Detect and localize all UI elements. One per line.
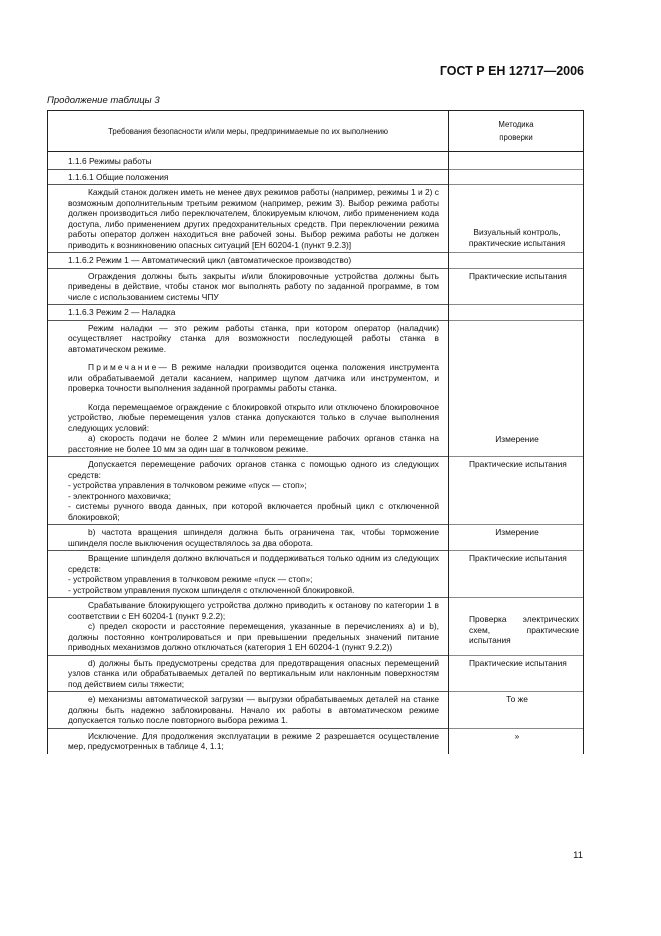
requirement-text: Вращение шпинделя должно включаться и поддерживаться только одним из следующих средств: — [68, 553, 439, 574]
section-heading: 1.1.6.3 Режим 2 — Наладка — [68, 307, 176, 317]
exception-text: Исключение. Для продолжения эксплуатации в режиме 2 разрешается осуществление мер, предусмотренных в таблице 4, 1.1; — [68, 730, 439, 751]
requirement-item-e: е) механизмы автоматической загрузки — выгрузки обрабатываемых деталей на станке должны быть надежно заблокированы. Начало их работы в автоматическом режиме допускается только после повторного выбора режима 1. — [68, 694, 439, 725]
list-item: - устройством управления в толчковом режиме «пуск — стоп»; — [68, 574, 313, 584]
method-cell: Измерение — [495, 527, 539, 537]
table-row — [48, 551, 584, 598]
column-header-method — [449, 111, 584, 152]
method-cell: То же — [506, 694, 528, 704]
requirements-table — [47, 110, 584, 754]
table-row — [48, 396, 584, 457]
requirement-text: Ограждения должны быть закрыты и/или блокировочные устройства должны быть приведены в действие, чтобы станок мог выполнять работу по заданной программе, в том числе с использованием системы ЧПУ — [68, 270, 439, 302]
requirement-text: Срабатывание блокирующего устройства должно приводить к останову по категории 1 в соответствии с ЕН 60204-1 (пункт 9.2.2); — [68, 600, 439, 621]
requirement-item-b: b) частота вращения шпинделя должна быть ограничена так, чтобы торможение шпинделя после выключения осуществлялось за два оборота. — [68, 527, 439, 548]
method-cell: Практические испытания — [469, 270, 567, 281]
table-row — [48, 356, 584, 396]
column-header-requirements: Требования безопасности и/или меры, предпринимаемые по их выполнению — [48, 111, 449, 152]
table-row — [48, 598, 584, 656]
table-row — [48, 305, 584, 321]
requirement-text: Когда перемещаемое ограждение с блокировкой открыто или отключено блокировочное устройство, любые перемещения узлов станка допускаются только в случае выполнения следующих условий: — [68, 401, 439, 433]
document-title: ГОСТ Р ЕН 12717—2006 — [439, 64, 584, 78]
section-heading: 1.1.6 Режимы работы — [68, 156, 152, 166]
table-row — [48, 655, 584, 692]
table-row — [48, 457, 584, 525]
note-text — [68, 362, 439, 394]
column-header-method-line1: Методика — [498, 120, 534, 129]
method-cell: » — [514, 730, 520, 741]
list-item: - устройства управления в толчковом режиме «пуск — стоп»; — [68, 480, 307, 490]
table-row — [48, 253, 584, 269]
table-row — [48, 728, 584, 754]
list-item: - электронного маховичка; — [68, 490, 171, 501]
list-item: - устройством управления пуском шпинделя с отключенной блокировкой. — [68, 584, 355, 595]
list-item: - системы ручного ввода данных, при которой включается пробный цикл с отключенной блокировкой; — [68, 501, 439, 522]
method-cell: Проверка электрических схем, практические испытания — [469, 614, 579, 645]
table-row — [48, 692, 584, 729]
section-heading: 1.1.6.1 Общие положения — [68, 171, 169, 182]
table-row — [48, 320, 584, 356]
requirement-text: Режим наладки — это режим работы станка, при котором оператор (наладчик) осуществляет настройку станка для возможности последующей работы станка в автоматическом режиме. — [68, 322, 439, 354]
requirement-item-c: с) предел скорости и расстояние перемещения, указанные в перечислениях а) и b), должны постоянно контролироваться и при превышении предельных значений питание приводных механизмов должно отключаться (категория 1 ЕН 60204-1 (пункт 9.2.2)) — [68, 621, 439, 652]
requirement-text: Допускается перемещение рабочих органов станка с помощью одного из следующих средств: — [68, 459, 439, 480]
requirement-text: Каждый станок должен иметь не менее двух режимов работы (например, режимы 1 и 2) с возможным дополнительным третьим режимом (например, режим 3). Выбор режима работы должен производиться либо переключателем, блокируемым ключом, либо применением кода доступа, либо применением других предохранительных средств. При переключении режима работы оператор должен находиться вне рабочей зоны. Выбор режима работы не должен приводить к возникновению опасных ситуаций [ЕН 60204-1 (пункт 9.2.3)] — [68, 187, 439, 250]
method-cell: Визуальный контроль, практические испытания — [468, 227, 566, 248]
note-body: — В режиме наладки производится оценка положения инструмента или обрабатываемой детали касанием, например щупом датчика или инструментом, и проверка точности выполнения заданной программы работы станка. — [68, 362, 439, 393]
page-number: 11 — [573, 850, 583, 861]
table-row — [48, 169, 584, 185]
method-cell: Практические испытания — [469, 657, 567, 668]
table-continuation-caption: Продолжение таблицы 3 — [47, 95, 160, 106]
requirement-item-a: а) скорость подачи не более 2 м/мин или перемещение рабочих органов станка на расстояние не более 10 мм за один шаг в толчковом режиме. — [68, 433, 439, 454]
method-cell: Практические испытания — [469, 553, 567, 563]
method-cell: Практические испытания — [469, 459, 567, 469]
method-cell: Измерение — [495, 433, 539, 444]
table-row — [48, 268, 584, 305]
section-heading: 1.1.6.2 Режим 1 — Автоматический цикл (автоматическое производство) — [68, 255, 352, 265]
table-row — [48, 152, 584, 170]
table-row — [48, 525, 584, 551]
note-label: Примечание — [88, 362, 159, 372]
table-row — [48, 185, 584, 253]
column-header-method-line2: проверки — [499, 133, 533, 142]
requirement-item-d: d) должны быть предусмотрены средства для предотвращения опасных перемещений узлов станка или обрабатываемых деталей по вертикальным или наклонным поверхностям под действием силы тяжести; — [68, 657, 439, 689]
